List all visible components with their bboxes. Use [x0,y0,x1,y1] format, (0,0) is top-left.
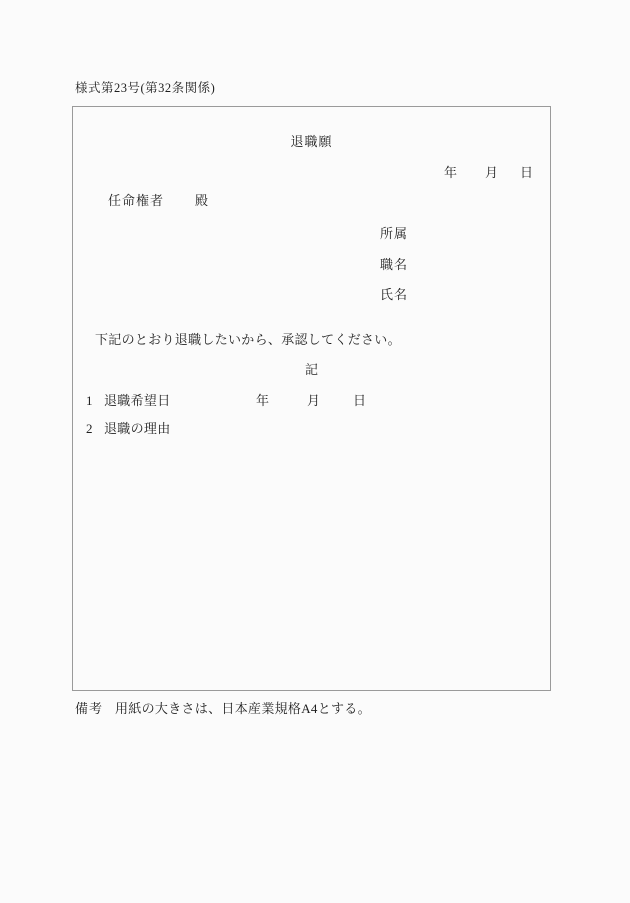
year-label: 年 [256,393,270,408]
date-line [73,165,550,181]
affiliation-label: 所属 [380,226,409,241]
month-label: 月 [307,393,321,408]
item-number: 1 [86,393,93,408]
item-retirement-date [73,393,550,409]
item-label: 退職の理由 [104,421,171,436]
remarks-line [75,701,371,717]
item-label: 退職希望日 [104,393,171,408]
remarks-label: 備考 [75,701,104,716]
year-label: 年 [444,165,458,180]
item-retirement-reason [73,421,550,437]
form-box [72,106,551,691]
honorific-label: 殿 [195,193,209,208]
addressee-line [73,193,550,209]
list-header: 記 [304,362,318,377]
appointing-authority-label: 任命権者 [108,193,165,208]
form-number-label: 様式第23号(第32条関係) [75,81,216,95]
day-label: 日 [520,165,534,180]
name-label: 氏名 [380,287,409,302]
item-number: 2 [86,421,93,436]
month-label: 月 [485,165,499,180]
remarks-text: 用紙の大きさは、日本産業規格A4とする。 [115,701,371,716]
form-title: 退職願 [290,134,333,149]
job-title-label: 職名 [380,257,409,272]
day-label: 日 [353,393,367,408]
request-sentence: 下記のとおり退職したいから、承認してください。 [95,332,401,347]
